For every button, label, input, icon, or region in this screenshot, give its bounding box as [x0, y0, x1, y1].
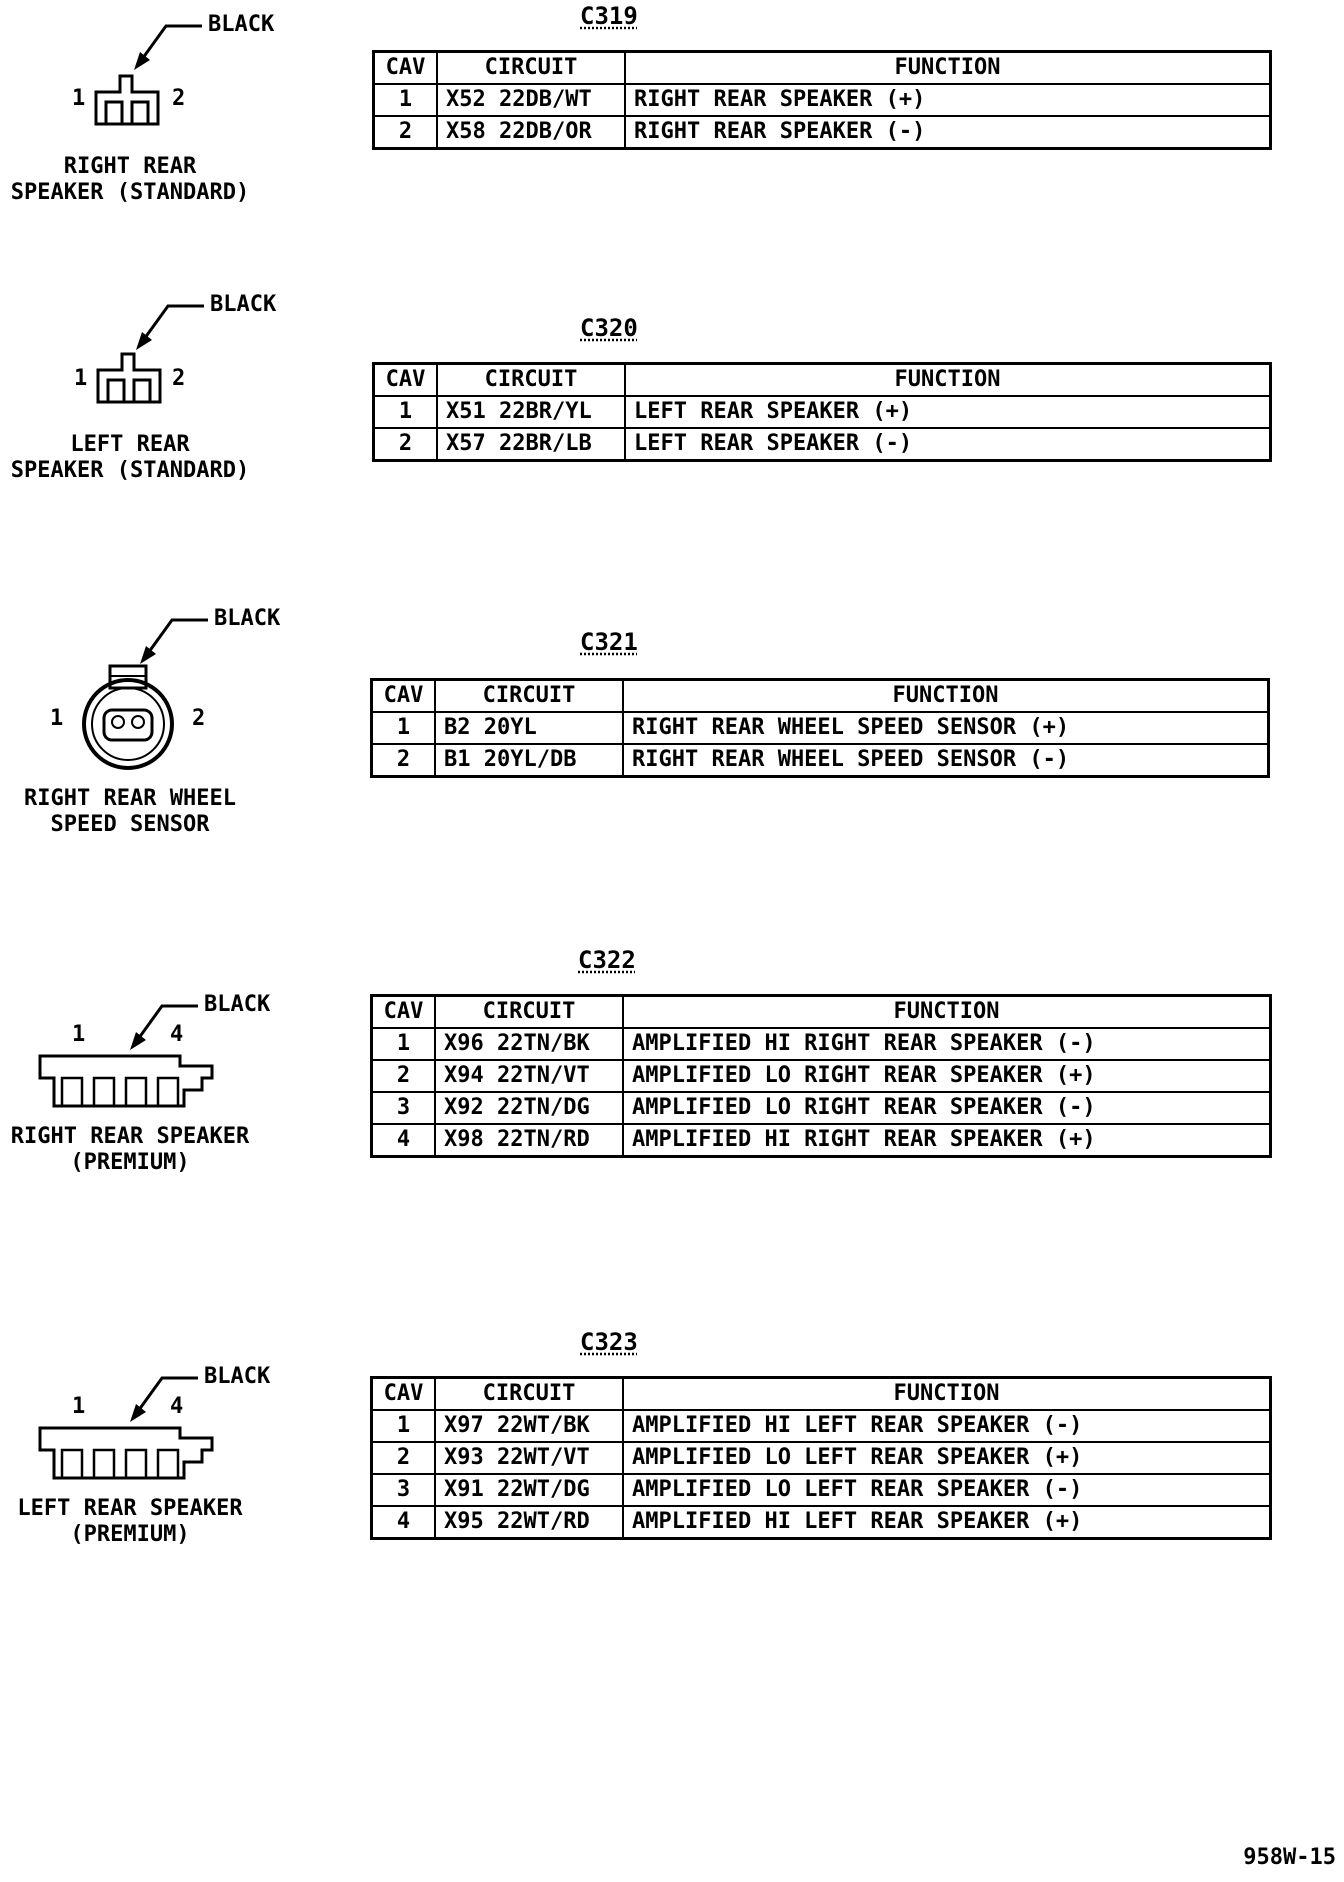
cell-cav: 4 — [372, 1124, 436, 1157]
pinout-table — [370, 994, 1272, 1158]
two-pin-connector-icon — [92, 350, 172, 410]
header-circuit: CIRCUIT — [435, 996, 623, 1029]
four-pin-connector-icon — [36, 1416, 216, 1486]
round-sensor-connector-icon — [70, 660, 190, 780]
header-function: FUNCTION — [623, 1378, 1271, 1411]
cell-function: AMPLIFIED LO LEFT REAR SPEAKER (-) — [623, 1474, 1271, 1506]
cell-function: AMPLIFIED LO RIGHT REAR SPEAKER (-) — [623, 1092, 1271, 1124]
cell-circuit: X96 22TN/BK — [435, 1028, 623, 1060]
cell-circuit: X97 22WT/BK — [435, 1410, 623, 1442]
pinout-table — [372, 362, 1272, 462]
header-cav: CAV — [372, 680, 436, 713]
pin-label-last: 2 — [172, 366, 186, 391]
cell-cav: 2 — [374, 428, 438, 461]
header-function: FUNCTION — [625, 364, 1271, 397]
connector-color-label: BLACK — [208, 12, 275, 37]
cell-circuit: X94 22TN/VT — [435, 1060, 623, 1092]
header-cav: CAV — [374, 52, 438, 85]
header-cav: CAV — [372, 996, 436, 1029]
pinout-table — [370, 1376, 1272, 1540]
table-row — [372, 1506, 1271, 1539]
cell-cav: 2 — [374, 116, 438, 149]
cell-circuit: X91 22WT/DG — [435, 1474, 623, 1506]
table-row — [372, 1124, 1271, 1157]
cell-function: LEFT REAR SPEAKER (+) — [625, 396, 1271, 428]
table-row — [374, 116, 1271, 149]
pin-label-first: 1 — [72, 1394, 86, 1419]
cell-circuit: X57 22BR/LB — [437, 428, 625, 461]
cell-function: AMPLIFIED HI LEFT REAR SPEAKER (-) — [623, 1410, 1271, 1442]
connector-name: RIGHT REAR WHEEL SPEED SENSOR — [24, 786, 236, 837]
table-header-row — [372, 680, 1269, 713]
cell-cav: 1 — [372, 712, 436, 744]
cell-cav: 2 — [372, 1442, 436, 1474]
table-row — [372, 712, 1269, 744]
pin-label-last: 4 — [170, 1022, 184, 1047]
connector-block-c323 — [0, 1320, 1344, 1580]
two-pin-connector-icon — [90, 72, 170, 132]
pin-label-first: 1 — [72, 86, 86, 111]
cell-function: RIGHT REAR WHEEL SPEED SENSOR (-) — [623, 744, 1269, 777]
table-row — [372, 1092, 1271, 1124]
connector-color-label: BLACK — [204, 992, 271, 1017]
table-row — [374, 396, 1271, 428]
cell-cav: 2 — [372, 1060, 436, 1092]
connector-name: LEFT REAR SPEAKER (STANDARD) — [10, 432, 250, 483]
cell-cav: 3 — [372, 1474, 436, 1506]
table-row — [374, 428, 1271, 461]
connector-block-c322 — [0, 940, 1344, 1200]
table-header-row — [372, 996, 1271, 1029]
connector-title: C320 — [580, 314, 638, 342]
leader-arrow-icon — [132, 300, 222, 350]
header-circuit: CIRCUIT — [435, 680, 623, 713]
cell-function: LEFT REAR SPEAKER (-) — [625, 428, 1271, 461]
table-header-row — [374, 364, 1271, 397]
leader-arrow-icon — [130, 20, 220, 70]
table-row — [372, 1474, 1271, 1506]
pinout-table — [372, 50, 1272, 150]
cell-function: AMPLIFIED LO LEFT REAR SPEAKER (+) — [623, 1442, 1271, 1474]
four-pin-connector-icon — [36, 1044, 216, 1114]
header-cav: CAV — [374, 364, 438, 397]
header-cav: CAV — [372, 1378, 436, 1411]
cell-function: AMPLIFIED LO RIGHT REAR SPEAKER (+) — [623, 1060, 1271, 1092]
connector-name: RIGHT REAR SPEAKER (PREMIUM) — [10, 1124, 250, 1175]
cell-function: RIGHT REAR WHEEL SPEED SENSOR (+) — [623, 712, 1269, 744]
header-function: FUNCTION — [625, 52, 1271, 85]
cell-circuit: B2 20YL — [435, 712, 623, 744]
connector-block-c319 — [0, 0, 1344, 230]
table-row — [372, 744, 1269, 777]
pin-label-first: 1 — [50, 706, 64, 731]
cell-cav: 1 — [374, 84, 438, 116]
cell-cav: 1 — [374, 396, 438, 428]
cell-circuit: X51 22BR/YL — [437, 396, 625, 428]
cell-circuit: X92 22TN/DG — [435, 1092, 623, 1124]
cell-function: AMPLIFIED HI RIGHT REAR SPEAKER (+) — [623, 1124, 1271, 1157]
connector-title: C323 — [580, 1328, 638, 1356]
connector-title: C319 — [580, 2, 638, 30]
cell-function: RIGHT REAR SPEAKER (+) — [625, 84, 1271, 116]
cell-function: RIGHT REAR SPEAKER (-) — [625, 116, 1271, 149]
header-function: FUNCTION — [623, 680, 1269, 713]
table-row — [372, 1028, 1271, 1060]
table-header-row — [372, 1378, 1271, 1411]
pin-label-first: 1 — [74, 366, 88, 391]
cell-cav: 1 — [372, 1028, 436, 1060]
header-circuit: CIRCUIT — [437, 52, 625, 85]
pin-label-last: 2 — [192, 706, 206, 731]
connector-title: C322 — [578, 946, 636, 974]
connector-name: RIGHT REAR SPEAKER (STANDARD) — [10, 154, 250, 205]
header-function: FUNCTION — [623, 996, 1271, 1029]
leader-arrow-icon — [136, 614, 226, 664]
table-row — [372, 1442, 1271, 1474]
table-row — [374, 84, 1271, 116]
table-header-row — [374, 52, 1271, 85]
pin-label-last: 2 — [172, 86, 186, 111]
cell-circuit: B1 20YL/DB — [435, 744, 623, 777]
pin-label-first: 1 — [72, 1022, 86, 1047]
cell-cav: 2 — [372, 744, 436, 777]
connector-color-label: BLACK — [204, 1364, 271, 1389]
connector-block-c321 — [0, 600, 1344, 860]
connector-name: LEFT REAR SPEAKER (PREMIUM) — [17, 1496, 243, 1547]
cell-circuit: X93 22WT/VT — [435, 1442, 623, 1474]
pin-label-last: 4 — [170, 1394, 184, 1419]
table-row — [372, 1410, 1271, 1442]
table-row — [372, 1060, 1271, 1092]
header-circuit: CIRCUIT — [435, 1378, 623, 1411]
connector-title: C321 — [580, 628, 638, 656]
cell-circuit: X58 22DB/OR — [437, 116, 625, 149]
connector-color-label: BLACK — [210, 292, 277, 317]
cell-function: AMPLIFIED HI RIGHT REAR SPEAKER (-) — [623, 1028, 1271, 1060]
figure-code: 958W-15 — [1243, 1845, 1336, 1870]
cell-cav: 1 — [372, 1410, 436, 1442]
cell-cav: 3 — [372, 1092, 436, 1124]
cell-function: AMPLIFIED HI LEFT REAR SPEAKER (+) — [623, 1506, 1271, 1539]
cell-circuit: X95 22WT/RD — [435, 1506, 623, 1539]
connector-block-c320 — [0, 280, 1344, 510]
connector-color-label: BLACK — [214, 606, 281, 631]
cell-circuit: X98 22TN/RD — [435, 1124, 623, 1157]
cell-cav: 4 — [372, 1506, 436, 1539]
header-circuit: CIRCUIT — [437, 364, 625, 397]
cell-circuit: X52 22DB/WT — [437, 84, 625, 116]
pinout-table — [370, 678, 1270, 778]
